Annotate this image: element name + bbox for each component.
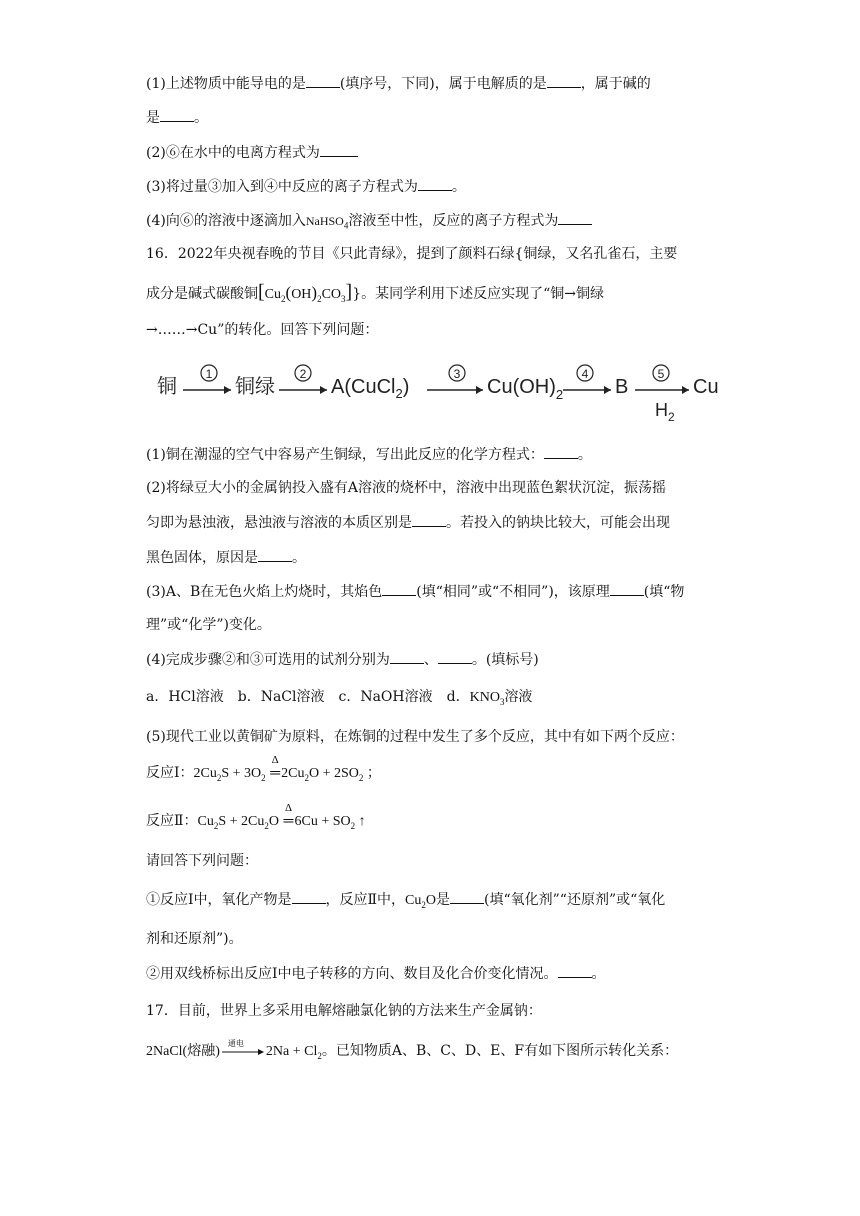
- q16-part4: [146, 649, 539, 670]
- answer-blank: [544, 444, 578, 459]
- answer-blank: [390, 649, 424, 664]
- kno3-formula: $KNO_3$: [469, 690, 505, 707]
- q16-part3-text-d: 理”或“化学”)变化。: [146, 617, 271, 633]
- option-c: c．NaOH溶液: [338, 689, 433, 705]
- q16-part5: [146, 727, 684, 747]
- answer-blank: [160, 107, 194, 122]
- answer-blank: [412, 512, 446, 527]
- q17-intro: [146, 1001, 542, 1021]
- arrowhead-2: [320, 386, 327, 394]
- q16-ask-text: 请回答下列问题：: [146, 853, 258, 869]
- q16-intro-text-2a: 成分是碱式碳酸铜: [146, 286, 258, 302]
- arrowhead-5: [682, 386, 689, 394]
- q16-part1-text-b: 。: [577, 447, 592, 463]
- basic-copper-carbonate-formula: $[Cu_2(OH)_2CO_3]$: [258, 281, 353, 304]
- electrolysis-arrow: [220, 1039, 266, 1058]
- heat-symbol: Δ: [284, 802, 293, 814]
- arrowhead-3: [476, 386, 483, 394]
- electrolysis-condition: 通电: [227, 1039, 244, 1048]
- scheme-node-cu: Cu: [693, 376, 719, 398]
- step-label-5: 5: [657, 367, 665, 381]
- step-label-1: 1: [205, 367, 213, 381]
- option-a: a．HCl溶液: [146, 689, 224, 705]
- step-label-2: 2: [299, 367, 307, 381]
- q15-part4-text-b: 溶液至中性，反应的离子方程式为: [348, 213, 559, 229]
- answer-blank: [558, 210, 592, 225]
- heat-symbol: Δ: [271, 754, 279, 766]
- q15-part3: [146, 176, 466, 197]
- q16-sub1-text-a: ①反应Ⅰ中，氧化产物是: [146, 892, 292, 908]
- q16-sub1-text-b: ，反应Ⅱ中，: [325, 892, 406, 908]
- q16-part2-text-d: 黑色固体，原因是: [146, 550, 258, 566]
- scheme-condition-h2: $H_2$: [655, 400, 675, 424]
- q16-part2-line1: [146, 478, 666, 498]
- option-d-suffix: 溶液: [504, 689, 533, 705]
- q16-intro-text-1: 16．2022年央视春晚的节目《只此青绿》，提到了颜料石绿{铜绿，又名孔雀石，主要: [146, 246, 678, 262]
- q16-part2-line3: [146, 547, 306, 568]
- q15-part2-text: (2)⑥在水中的电离方程式为: [146, 145, 320, 161]
- q16-sub1-text-d: (填“氧化剂”“还原剂”或“氧化: [484, 892, 666, 908]
- answer-blank: [382, 581, 416, 596]
- answer-blank: [320, 142, 358, 157]
- answer-blank: [306, 73, 340, 88]
- q16-part2-text-e: 。: [292, 550, 306, 566]
- q17-reactant: 2NaCl(熔融): [146, 1044, 220, 1059]
- q16-part3-text-c: (填“物: [643, 584, 685, 600]
- q16-part3-text-a: (3)A、B在无色火焰上灼烧时，其焰色: [146, 584, 383, 600]
- q16-part4-text-c: 。(填标号): [471, 652, 539, 668]
- q16-part4-text-b: 、: [423, 652, 438, 668]
- q17-tail-text: 。已知物质A、B、C、D、E、F有如下图所示转化关系：: [321, 1043, 679, 1059]
- answer-blank: [450, 889, 484, 904]
- q16-part2-text-c: 。若投入的钠块比较大，可能会出现: [446, 515, 670, 531]
- scheme-node-cuoh2: $Cu(OH)_2$: [487, 376, 564, 402]
- answer-blank: [258, 547, 292, 562]
- q16-intro-text-2b: }。某同学利用下述反应实现了“铜→铜绿: [352, 286, 605, 302]
- q16-part3-text-b: (填“相同”或“不相同”)，该原理: [416, 584, 610, 600]
- q15-part1-text-b: (填序号，下同)，属于电解质的是: [339, 76, 547, 92]
- reaction-1-label: 反应Ⅰ：: [146, 765, 194, 781]
- reaction-2: [146, 802, 366, 836]
- q16-sub2: [146, 963, 606, 984]
- q16-sub2-text-a: ②用双线桥标出反应Ⅰ中电子转移的方向、数目及化合价变化情况。: [146, 966, 558, 982]
- q16-sub2-text-b: 。: [591, 966, 606, 982]
- q15-part1-line1: [146, 73, 651, 94]
- cu2o-formula: $Cu_2O$: [405, 893, 437, 910]
- q16-part1-text-a: (1)铜在潮湿的空气中容易产生铜绿，写出此反应的化学方程式：: [146, 447, 544, 463]
- q16-part3-line2: [146, 615, 271, 635]
- q15-part3-text-a: (3)将过量③加入到④中反应的离子方程式为: [146, 179, 418, 195]
- arrowhead-1: [224, 386, 231, 394]
- q15-part4: [146, 210, 592, 235]
- nahso4-formula: NaHSO$_4$: [305, 214, 349, 231]
- q16-part1: [146, 444, 592, 465]
- q16-intro-line2: [146, 282, 604, 309]
- q16-part4-text-a: (4)完成步骤②和③可选用的试剂分别为: [146, 652, 390, 668]
- q15-part1-line2: [146, 107, 208, 128]
- q15-part4-text-a: (4)向⑥的溶液中逐滴加入: [146, 213, 306, 229]
- q16-sub1-text-e: 剂和还原剂”)。: [146, 931, 243, 947]
- q15-part1-text-e: 。: [194, 110, 208, 126]
- answer-blank: [438, 649, 472, 664]
- scheme-node-patina: 铜绿: [235, 376, 275, 398]
- q16-sub1-line1: [146, 889, 665, 915]
- reaction-2-label: 反应Ⅱ：: [146, 813, 198, 829]
- q15-part1-text-d: 是: [146, 110, 160, 126]
- option-b: b．NaCl溶液: [237, 689, 325, 705]
- answer-blank: [547, 73, 581, 88]
- q16-options: [146, 687, 532, 712]
- reaction-1-equation: $2Cu_2S + 3O_2$ Δ $═2Cu_2O + 2SO_2$ ；: [194, 766, 381, 781]
- q16-sub1-text-c: 是: [436, 892, 451, 908]
- answer-blank: [292, 889, 326, 904]
- scheme-node-b: B: [615, 376, 629, 398]
- answer-blank: [610, 581, 644, 596]
- q16-sub1-line2: [146, 929, 243, 949]
- q17-intro-text: 17．目前，世界上多采用电解熔融氯化钠的方法来生产金属钠：: [146, 1003, 542, 1019]
- answer-blank: [558, 963, 592, 978]
- scheme-node-copper: 铜: [157, 376, 177, 398]
- q15-part2: [146, 142, 358, 163]
- step-label-4: 4: [581, 367, 589, 381]
- q16-part2-text-a: (2)将绿豆大小的金属钠投入盛有A溶液的烧杯中，溶液中出现蓝色絮状沉淀，振荡摇: [146, 480, 666, 496]
- option-d-label: d．: [446, 689, 470, 705]
- q17-equation-line: [146, 1041, 678, 1066]
- q15-part1-text-c: ，属于碱的: [580, 76, 651, 92]
- step-label-3: 3: [453, 367, 461, 381]
- answer-blank: [418, 176, 452, 191]
- reaction-scheme: [155, 360, 725, 440]
- q16-intro-text-3: →……→Cu”的转化。回答下列问题：: [146, 322, 379, 338]
- q16-ask: [146, 851, 258, 871]
- q16-part2-text-b: 匀即为悬浊液，悬浊液与溶液的本质区别是: [146, 515, 412, 531]
- q16-part2-line2: [146, 512, 670, 533]
- reaction-2-equation: $Cu_2S + 2Cu_2O$ Δ ═6Cu + $SO_2$ ↑: [198, 814, 366, 829]
- q16-intro-line1: [146, 244, 677, 264]
- q16-intro-line3: [146, 320, 378, 340]
- scheme-node-a: A(CuCl$_2$): [331, 376, 410, 401]
- reaction-1: [146, 754, 381, 788]
- arrow-icon: [220, 1047, 266, 1057]
- q17-product-text: 2Na + Cl: [265, 1044, 318, 1059]
- q16-part3-line1: [146, 581, 684, 602]
- q17-products: $2Na + Cl_2$: [265, 1044, 322, 1061]
- q16-part5-text: (5)现代工业以黄铜矿为原料，在炼铜的过程中发生了多个反应，其中有如下两个反应：: [146, 729, 684, 745]
- q15-part3-text-b: 。: [451, 179, 466, 195]
- arrowhead-4: [604, 386, 611, 394]
- q15-part1-text-a: (1)上述物质中能导电的是: [146, 76, 306, 92]
